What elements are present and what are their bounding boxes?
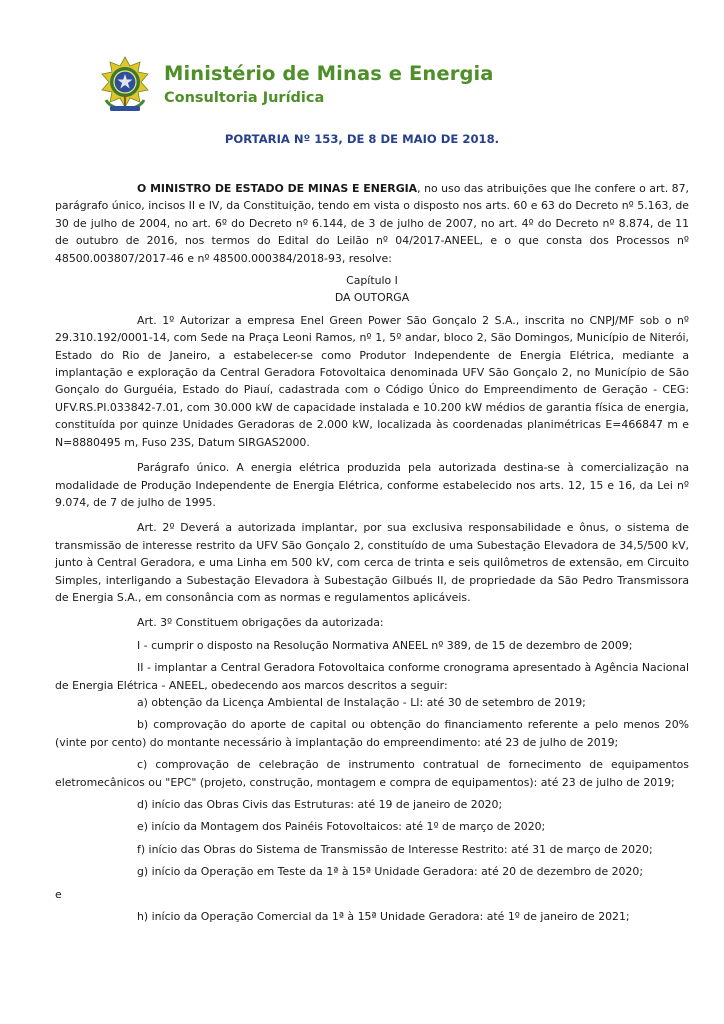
- item-a: a) obtenção da Licença Ambiental de Instalação - LI: até 30 de setembro de 2019;: [137, 695, 586, 709]
- document-header: [98, 56, 618, 120]
- document-body: [55, 180, 689, 925]
- item-g: g) início da Operação em Teste da 1ª à 15ª Unidade Geradora: até 20 de dezembro de 2020;: [137, 865, 644, 879]
- item-c: c) comprovação de celebração de instrumento contratual de fornecimento de equipamentos eletromecânicos ou "EPC" (projeto, construção, montagem e compra de equipamentos): até 23 de julho de 2019;: [55, 758, 689, 789]
- item-h: h) início da Operação Comercial da 1ª à 15ª Unidade Geradora: até 1º de janeiro de 2021;: [137, 910, 630, 924]
- item-f: f) início das Obras do Sistema de Transmissão de Interesse Restrito: até 31 de março de 2020;: [137, 842, 653, 856]
- paragrafo-unico: Parágrafo único. A energia elétrica produzida pela autorizada destina-se à comercialização na modalidade de Produção Independente de Energia Elétrica, conforme estabelecido nos arts. 12, 15 e 16, da Lei nº 9.074, de 7 de julho de 1995.: [55, 461, 689, 509]
- inciso-2: II - implantar a Central Geradora Fotovoltaica conforme cronograma apresentado à Agência Nacional de Energia Elétrica - ANEEL, obedecendo aos marcos descritos a seguir:: [55, 661, 689, 692]
- item-e: e) início da Montagem dos Painéis Fotovoltaicos: até 1º de março de 2020;: [137, 820, 546, 834]
- item-conjunction: e: [55, 887, 62, 901]
- item-d: d) início das Obras Civis das Estruturas: até 19 de janeiro de 2020;: [137, 798, 503, 811]
- preamble: [55, 180, 689, 267]
- ministry-title: Ministério de Minas e Energia: [164, 62, 494, 85]
- portaria-title: PORTARIA Nº 153, DE 8 DE MAIO DE 2018.: [224, 132, 500, 146]
- preamble-authority: O MINISTRO DE ESTADO DE MINAS E ENERGIA: [137, 182, 418, 195]
- article-2: Art. 2º Deverá a autorizada implantar, por sua exclusiva responsabilidade e ônus, o sistema de transmissão de interesse restrito da UFV São Gonçalo 2, constituído de uma Subestação Elevadora de 34,5/500 kV, junto à Central Geradora, e uma Linha em 500 kV, com cerca de trinta e seis quilômetros de extensão, em Circuito Simples, interligando a Subestação Elevadora à Subestação Gilbués II, de propriedade da São Pedro Transmissora de Energia S.A., em consonância com as normas e regulamentos aplicáveis.: [55, 521, 689, 604]
- inciso-1: I - cumprir o disposto na Resolução Normativa ANEEL nº 389, de 15 de dezembro de 2009;: [137, 638, 633, 652]
- article-3: Art. 3º Constituem obrigações da autorizada:: [137, 616, 384, 630]
- preamble-text: , no uso das atribuições que lhe confere o art. 87, parágrafo único, incisos II e IV, da Constituição, tendo em vista o disposto nos arts. 60 e 63 do Decreto nº 5.163, de 30 de julho de 2004, no art. 6º do Decreto nº 6.144, de 3 de julho de 2007, no art. 4º do Decreto nº 8.874, de 11 de outubro de 2016, nos termos do Edital do Leilão nº 04/2017-ANEEL, e o que consta dos Processos nº 48500.003807/2017-46 e nº 48500.000384/2018-93, resolve:: [55, 182, 689, 265]
- ministry-subtitle: Consultoria Jurídica: [164, 90, 325, 106]
- chapter-name: DA OUTORGA: [334, 291, 410, 305]
- article-1: Art. 1º Autorizar a empresa Enel Green Power São Gonçalo 2 S.A., inscrita no CNPJ/MF sob o nº 29.310.192/0001-14, com Sede na Praça Leoni Ramos, nº 1, 5º andar, bloco 2, São Domingos, Município de Niterói, Estado do Rio de Janeiro, a estabelecer-se como Produtor Independente de Energia Elétrica, mediante a implantação e exploração da Central Geradora Fotovoltaica denominada UFV São Gonçalo 2, no Município de São Gonçalo do Gurguéia, Estado do Piauí, cadastrada com o Código Único do Empreendimento de Geração - CEG: UFV.RS.PI.033842-7.01, com 30.000 kW de capacidade instalada e 10.200 kW médios de garantia física de energia, constituída por quinze Unidades Geradoras de 2.000 kW, localizada às coordenadas planimétricas E=466847 m e N=8880495 m, Fuso 23S, Datum SIRGAS2000.: [55, 313, 689, 449]
- chapter-number: Capítulo I: [346, 274, 398, 288]
- item-b: b) comprovação do aporte de capital ou obtenção do financiamento referente a pelo menos 20% (vinte por cento) do montante necessário à implantação do empreendimento: até 23 de julho de 2019;: [55, 718, 689, 749]
- coat-of-arms-icon: [98, 56, 152, 114]
